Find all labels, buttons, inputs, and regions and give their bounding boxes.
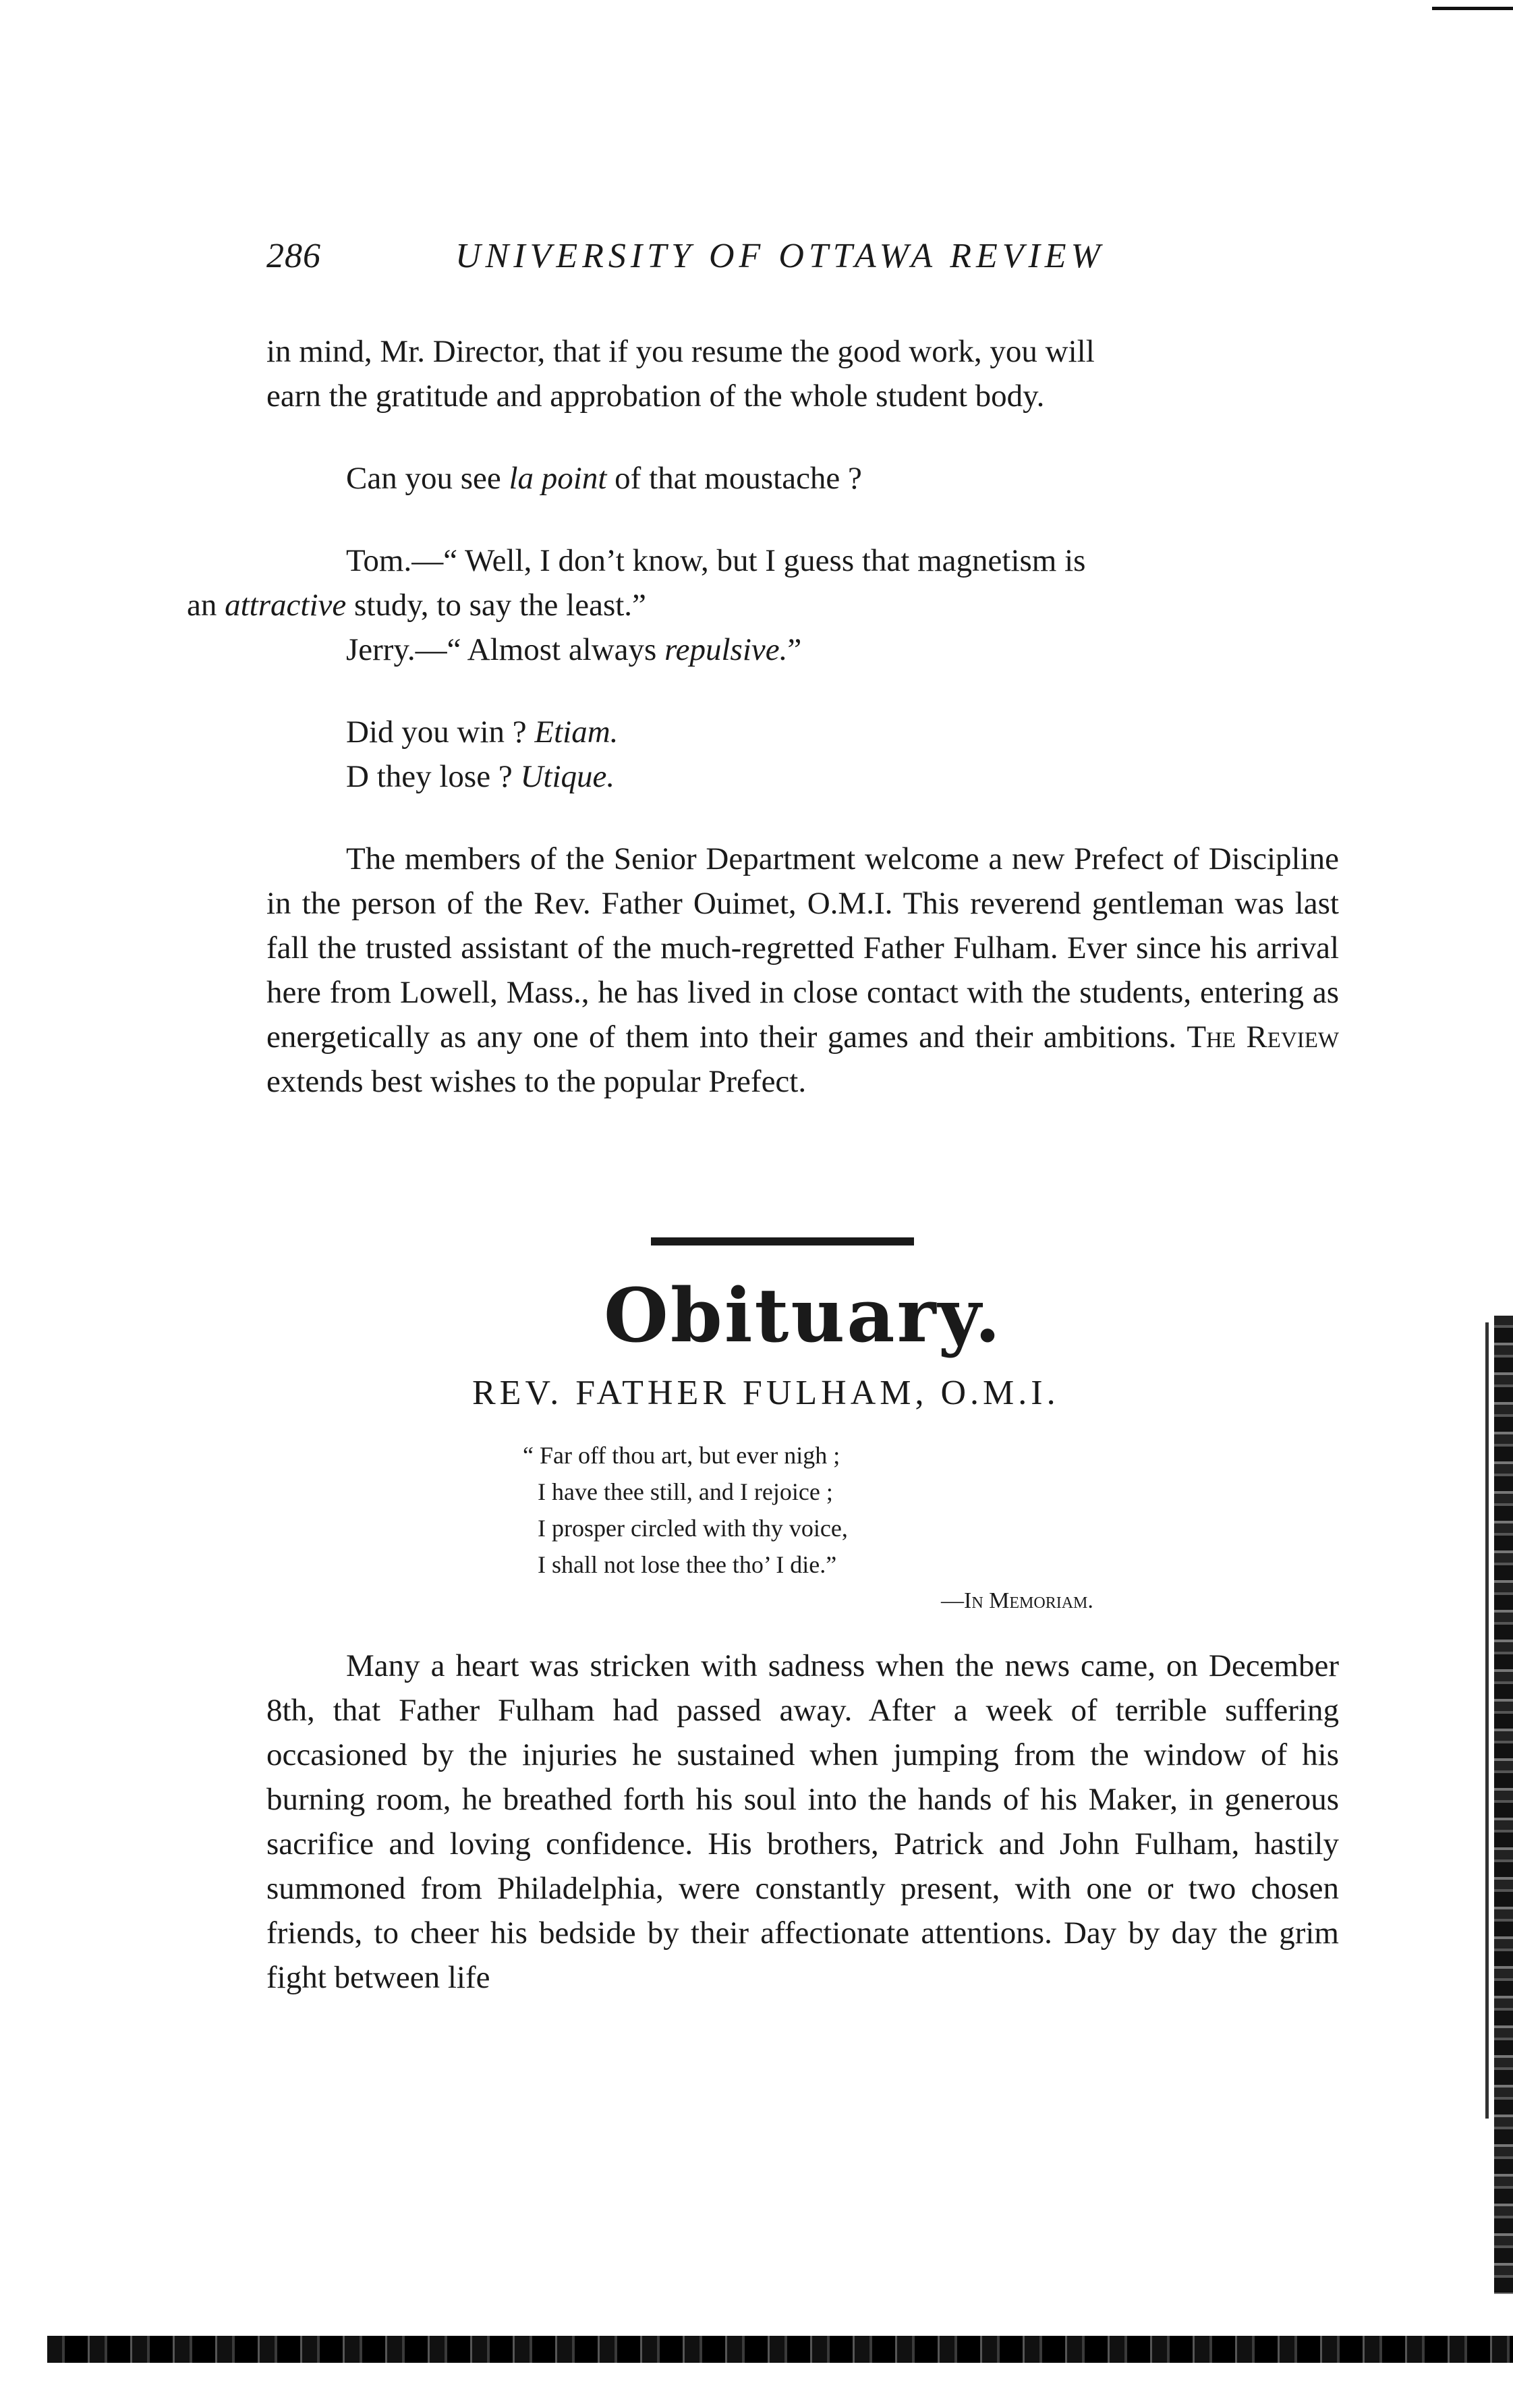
obituary-body	[266, 1644, 1339, 2000]
obituary-subheading: REV. FATHER FULHAM, O.M.I.	[472, 1374, 1060, 1412]
paragraph-continued	[266, 329, 1339, 418]
paragraph-win	[266, 710, 1339, 754]
text-run: Did you win ?	[346, 715, 535, 750]
text-run: Jerry.—“ Almost always	[346, 632, 665, 667]
scan-edge-bottom	[47, 2336, 1513, 2363]
small-caps-run: The Review	[1187, 1019, 1339, 1055]
paragraph-tom	[187, 538, 1339, 627]
poem-line: I have thee still, and I rejoice ;	[538, 1478, 833, 1505]
paragraph-jerry	[266, 627, 1339, 672]
text-run: D they lose ?	[346, 759, 521, 794]
italic-run: attractive	[225, 588, 347, 623]
page-number: 286	[266, 237, 321, 275]
italic-run: Utique.	[520, 759, 615, 794]
poem-line: “ Far off thou art, but ever nigh ;	[523, 1442, 840, 1469]
paragraph-obituary: Many a heart was stricken with sadness when the news came, on December 8th, that Father Fulham had passed away. After a week of terrible suffering occasioned by the injuries he sustained when jumping from the window of his burning room, he breathed forth his soul into the hands of his Maker, in generous sacrifice and loving confidence. His brothers, Patrick and John Fulham, hastily summoned from Philadelphia, were constantly present, with one or two chosen friends, to cheer his bedside by their affectionate attentions. Day by day the grim fight between life	[266, 1648, 1339, 1995]
text-run: ”	[787, 632, 802, 667]
poem-attribution: —In Memoriam.	[941, 1588, 1093, 1613]
text-run: Tom.—“ Well, I don’t know, but I guess that magnetism is	[346, 543, 1086, 578]
text-run: The members of the Senior Department welcome a new Prefect of Discipline in the person of the Rev. Father Ouimet, O.M.I. This reverend gentleman was last fall the trusted assistant of the much-regretted Father Fulham. Ever since his arrival here from Lowell, Mass., he has lived in close contact with the students, entering as energetically as any one of them into their games and their ambitions.	[266, 841, 1339, 1055]
section-rule	[651, 1237, 914, 1245]
poem-line: I shall not lose thee tho’ I die.”	[538, 1551, 837, 1578]
scan-edge-top	[1432, 7, 1513, 10]
text-run: extends best wishes to the popular Prefect.	[266, 1064, 807, 1099]
poem-line: I prosper circled with thy voice,	[538, 1515, 848, 1542]
paragraph-prefect	[266, 837, 1339, 1104]
italic-run: repulsive.	[664, 632, 788, 667]
paragraph-lose	[266, 754, 1339, 799]
italic-run: Etiam.	[534, 715, 619, 750]
scan-edge-right	[1494, 1316, 1513, 2294]
text-run: of that moustache ?	[606, 461, 862, 496]
text-run: study, to say the least.”	[346, 588, 646, 623]
section-notes	[187, 329, 1339, 1104]
text-run: an	[187, 588, 225, 623]
text-run: Can you see	[346, 461, 509, 496]
epigraph-poem	[523, 1437, 1093, 1619]
running-title: UNIVERSITY OF OTTAWA REVIEW	[455, 237, 1105, 275]
paragraph-moustache	[266, 456, 1339, 501]
text-line: in mind, Mr. Director, that if you resume the good work, you will	[266, 334, 1095, 369]
scan-edge-right-line	[1485, 1322, 1489, 2119]
obituary-heading: Obituary.	[604, 1272, 1003, 1359]
text-line: earn the gratitude and approbation of the whole student body.	[266, 379, 1045, 414]
italic-run: la point	[509, 461, 607, 496]
